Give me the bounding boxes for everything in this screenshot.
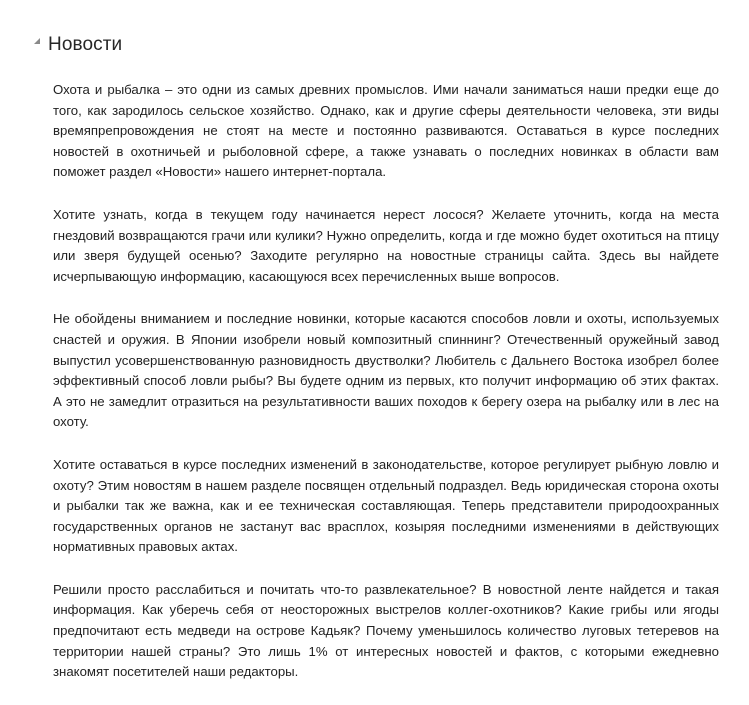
paragraph-5: Решили просто расслабиться и почитать что-то развлекательное? В новостной ленте найдется и такая информация. Как уберечь себя от неосторожных выстрелов коллег-охотников? Какие грибы или ягоды предпочитают есть медведи на острове Кадьяк? Почему уменьшилось количество луговых тетеревов на территории нашей страны? Это лишь 1% от интересных новостей и фактов, с которыми ежедневно знакомят посетителей наши редакторы. [53, 581, 719, 680]
paragraph-1: Охота и рыбалка – это одни из самых древних промыслов. Ими начали заниматься наши предки еще до того, как зародилось сельское хозяйство. Однако, как и другие сферы деятельности человека, эти виды времяпрепровождения не стоят на месте и постоянно развиваются. Оставаться в курсе последних новостей в охотничьей и рыболовной сфере, а также узнавать о последних новинках в области вам поможет раздел «Новости» нашего интернет-портала. [53, 82, 719, 180]
heading-row [34, 32, 122, 58]
paragraph-2: Хотите узнать, когда в текущем году начинается нерест лосося? Желаете уточнить, когда на места гнездовий возвращаются грачи или кулики? Нужно определить, когда и где можно будет охотиться на птицу или зверя будущей осенью? Заходите регулярно на новостные страницы сайта. Здесь вы найдете исчерпывающую информацию, касающуюся всех перечисленных выше вопросов. [53, 206, 719, 284]
paragraph-3: Не обойдены вниманием и последние новинки, которые касаются способов ловли и охоты, используемых снастей и оружия. В Японии изобрели новый композитный спиннинг? Отечественный оружейный завод выпустил усовершенствованную разновидность двустволки? Любитель с Дальнего Востока изобрел более эффективный способ ловли рыбы? Вы будете одним из первых, кто получит информацию об этих фактах. А это не замедлит отразиться на результативности ваших походов к берегу озера на рыбалку или в лес на охоту. [53, 311, 719, 430]
page-title: Новости [48, 34, 123, 55]
collapse-triangle-icon[interactable] [34, 38, 40, 44]
paragraph-4: Хотите оставаться в курсе последних изменений в законодательстве, которое регулирует рыбную ловлю и охоту? Этим новостям в нашем разделе посвящен отдельный подраздел. Ведь юридическая сторона охоты и рыбалки так же важна, как и ее техническая составляющая. Теперь представители природоохранных государственных органов не застанут вас врасплох, козыряя последними изменениями в действующих нормативных правовых актах. [53, 456, 719, 555]
document-body [53, 80, 719, 705]
